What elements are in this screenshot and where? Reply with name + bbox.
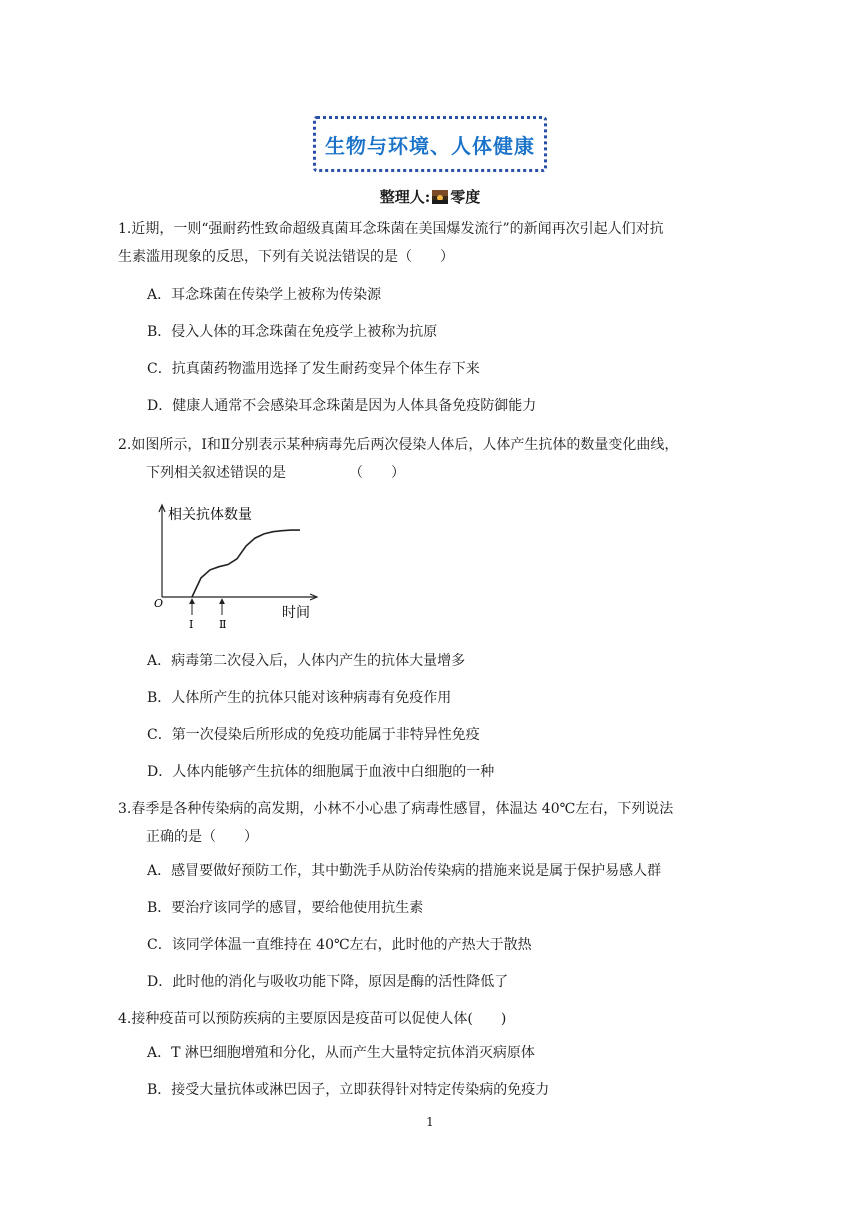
question-stem [118,795,738,851]
sunset-emoji-icon [432,190,448,204]
stem-line: 生素滥用现象的反思，下列有关说法错误的是（ ） [118,249,454,265]
compiler-label: 整理人: [379,188,431,206]
title-box [313,116,547,172]
y-axis-label: 相关抗体数量 [168,507,252,523]
stem-line: 正确的是（ ） [146,829,258,845]
marker-label: Ⅱ [219,618,227,631]
stem-line: 1.近期，一则“强耐药性致命超级真菌耳念珠菌在美国爆发流行”的新闻再次引起人们对抗 [118,221,664,237]
stem-line: 2.如图所示，I和Ⅱ分别表示某种病毒先后两次侵染人体后，人体产生抗体的数量变化曲线， [118,437,679,453]
option-c: C．第一次侵染后所形成的免疫功能属于非特异性免疫 [147,727,480,743]
stem-line: 3.春季是各种传染病的高发期，小林不小心患了病毒性感冒，体温达 40℃左右，下列说法 [118,801,674,817]
question-stem [118,1005,738,1033]
question-2 [118,431,738,791]
option-b: B．侵入人体的耳念珠菌在免疫学上被称为抗原 [147,324,438,340]
option-a: A．感冒要做好预防工作，其中勤洗手从防治传染病的措施来说是属于保护易感人群 [147,863,662,879]
option-a: A．T 淋巴细胞增殖和分化，从而产生大量特定抗体消灭病原体 [147,1045,535,1061]
option-c: C．抗真菌药物滥用选择了发生耐药变异个体生存下来 [147,361,480,377]
document-title: 生物与环境、人体健康 [325,133,535,158]
stem-line: 4.接种疫苗可以预防疾病的主要原因是疫苗可以促使人体( ) [118,1011,507,1027]
stem-line: 下列相关叙述错误的是 （ ） [146,465,405,481]
antibody-curve [192,530,300,597]
origin-label: O [154,597,164,610]
option-d: D．健康人通常不会感染耳念珠菌是因为人体具备免疫防御能力 [147,398,537,414]
question-3 [118,795,738,1001]
question-4 [118,1005,738,1109]
option-d: D．此时他的消化与吸收功能下降，原因是酶的活性降低了 [147,974,509,990]
question-1 [118,215,738,425]
chart-markers [189,599,226,631]
x-axis-label: 时间 [282,605,310,621]
option-b: B．人体所产生的抗体只能对该种病毒有免疫作用 [147,690,452,706]
antibody-chart [154,501,324,631]
option-d: D．人体内能够产生抗体的细胞属于血液中白细胞的一种 [147,764,495,780]
compiler-line [0,186,860,207]
option-b: B．接受大量抗体或淋巴因子，立即获得针对特定传染病的免疫力 [147,1082,550,1098]
question-stem [118,431,738,487]
option-a: A．病毒第二次侵入后，人体内产生的抗体大量增多 [147,653,466,669]
marker-arrow-head [220,599,225,604]
option-a: A．耳念珠菌在传染学上被称为传染源 [147,287,382,303]
marker-arrow-head [190,599,195,604]
option-c: C．该同学体温一直维持在 40℃左右，此时他的产热大于散热 [147,937,532,953]
marker-label: I [189,618,194,631]
page-number: 1 [426,1115,434,1129]
question-stem [118,215,738,271]
compiler-name: 零度 [450,188,481,206]
question-list [118,215,738,1112]
option-b: B．要治疗该同学的感冒，要给他使用抗生素 [147,900,424,916]
